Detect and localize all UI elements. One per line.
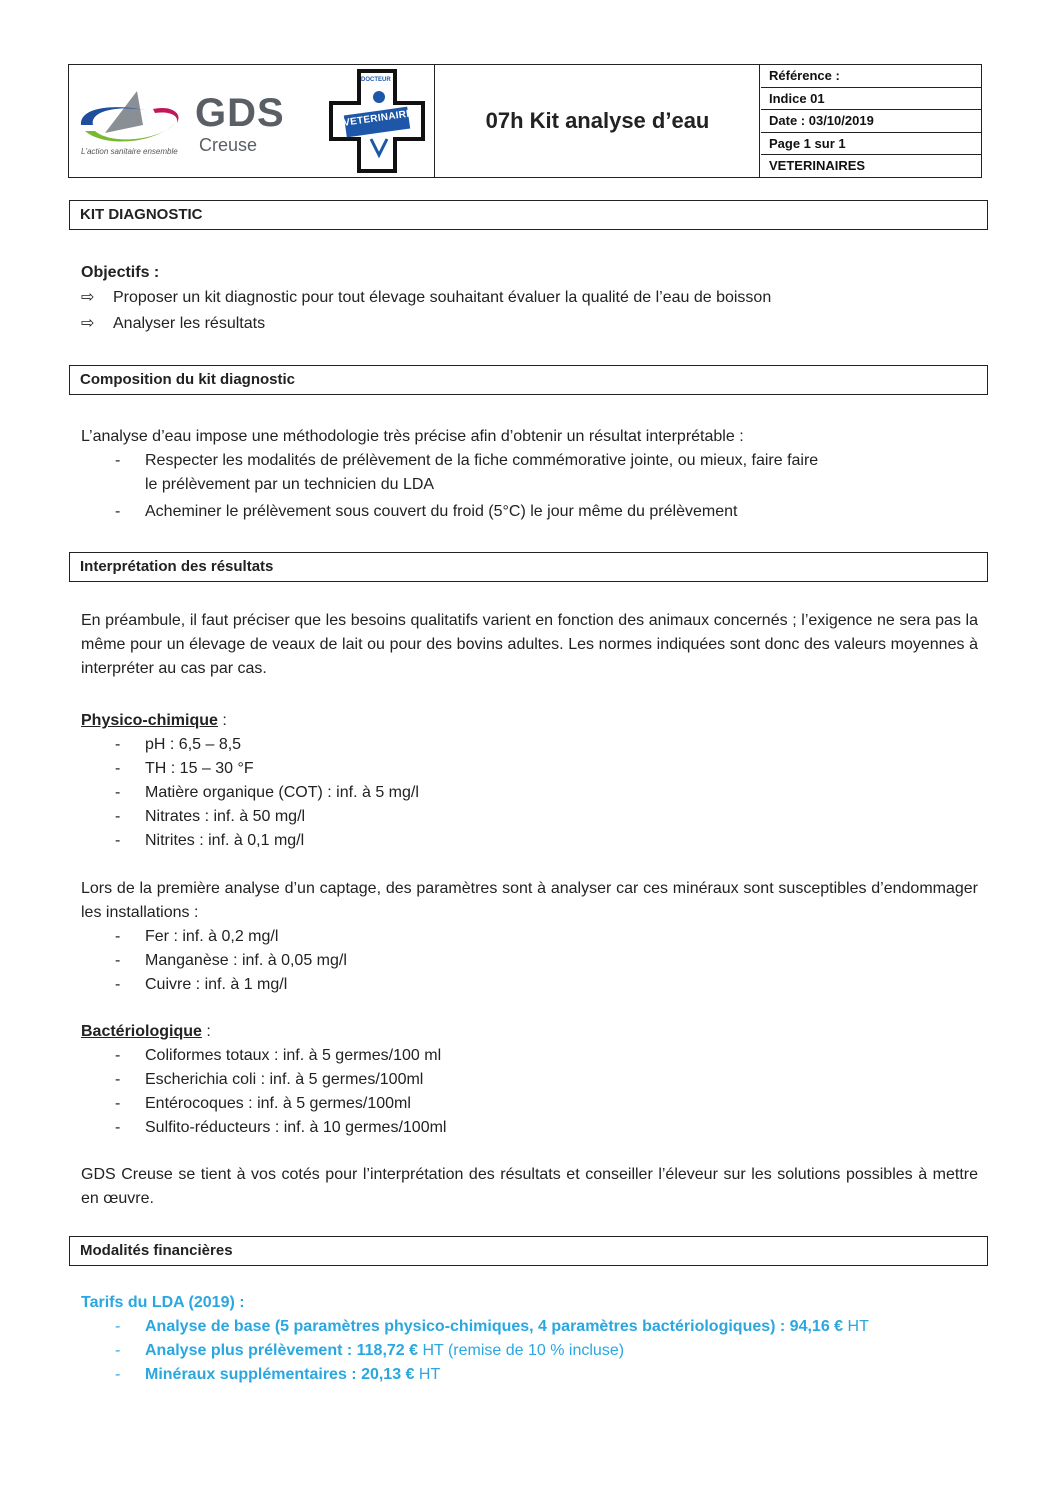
vet-logo-top: DOCTEUR bbox=[361, 77, 391, 83]
composition-item: - Respecter les modalités de prélèvement de la fiche commémorative jointe, ou mieux, faire faire bbox=[115, 452, 819, 469]
bacterio-title: Bactériologique : bbox=[81, 1023, 211, 1040]
section-modalites-financieres: Modalités financières bbox=[69, 1236, 988, 1266]
conclusion: GDS Creuse se tient à vos cotés pour l’interprétation des résultats et conseiller l’éleveur sur les solutions possibles à mettre en œuvre. bbox=[81, 1166, 978, 1207]
section-kit-diagnostic: KIT DIAGNOSTIC bbox=[69, 200, 988, 230]
meta-date: Date : 03/10/2019 bbox=[761, 110, 981, 133]
physico-item: - Nitrites : inf. à 0,1 mg/l bbox=[115, 832, 305, 849]
gds-logo-text: GDS bbox=[195, 91, 285, 135]
interpretation-preamble: En préambule, il faut préciser que les besoins qualitatifs varient en fonction des animaux concernés ; l’exigence ne sera pas la même pour un élevage de veaux de lait ou pour des bovins adultes. Les normes indiquées sont donc des valeurs moyennes à interpréter au cas par cas. bbox=[81, 612, 978, 677]
gds-logo-sub: Creuse bbox=[199, 135, 258, 155]
bacterio-item: - Escherichia coli : inf. à 5 germes/100ml bbox=[115, 1071, 424, 1088]
document-title: 07h Kit analyse d’eau bbox=[485, 108, 710, 133]
bacterio-item: - Entérocoques : inf. à 5 germes/100ml bbox=[115, 1095, 411, 1112]
meta-reference: Référence : bbox=[761, 65, 981, 88]
physico-item: - Nitrates : inf. à 50 mg/l bbox=[115, 808, 306, 825]
meta-indice: Indice 01 bbox=[761, 88, 981, 111]
meta-destinataires: VETERINAIRES bbox=[769, 158, 866, 174]
gds-swoosh-icon bbox=[75, 85, 195, 155]
objectifs-title: Objectifs : bbox=[81, 264, 160, 281]
mineraux-intro: Lors de la première analyse d’un captage, des paramètres sont à analyser car ces minéraux sont susceptibles d’endommager les installations : bbox=[81, 880, 978, 921]
objectif-item: ⇨ Proposer un kit diagnostic pour tout élevage souhaitant évaluer la qualité de l’eau de boisson bbox=[81, 285, 771, 311]
mineraux-item: - Manganèse : inf. à 0,05 mg/l bbox=[115, 952, 347, 969]
gds-logo bbox=[75, 81, 305, 165]
section-interpretation: Interprétation des résultats bbox=[69, 552, 988, 582]
tarif-item: - Analyse plus prélèvement : 118,72 € HT (remise de 10 % incluse) bbox=[115, 1342, 625, 1359]
mineraux-item: - Fer : inf. à 0,2 mg/l bbox=[115, 928, 279, 945]
arrow-right-icon: ⇨ bbox=[81, 315, 95, 332]
composition-intro: L’analyse d’eau impose une méthodologie très précise afin d’obtenir un résultat interprétable : bbox=[81, 428, 744, 445]
meta-page: Page 1 sur 1 bbox=[761, 133, 981, 156]
arrow-right-icon: ⇨ bbox=[81, 289, 95, 306]
composition-item: - Acheminer le prélèvement sous couvert du froid (5°C) le jour même du prélèvement bbox=[115, 503, 738, 520]
tarif-item: - Analyse de base (5 paramètres physico-chimiques, 4 paramètres bactériologiques) : 94,16 € HT bbox=[115, 1318, 869, 1335]
vet-logo-text: VETERINAIRE bbox=[342, 108, 414, 129]
tarifs-title: Tarifs du LDA (2019) : bbox=[81, 1294, 245, 1311]
physico-item: - Matière organique (COT) : inf. à 5 mg/l bbox=[115, 784, 419, 801]
objectif-item: ⇨ Analyser les résultats bbox=[81, 311, 265, 337]
document-header bbox=[68, 64, 982, 178]
bacterio-item: - Sulfito-réducteurs : inf. à 10 germes/100ml bbox=[115, 1119, 447, 1136]
physico-title: Physico-chimique : bbox=[81, 712, 227, 729]
gds-logo-tagline: L'action sanitaire ensemble bbox=[81, 147, 178, 156]
physico-item: - pH : 6,5 – 8,5 bbox=[115, 736, 242, 753]
physico-item: - TH : 15 – 30 °F bbox=[115, 760, 254, 777]
section-composition: Composition du kit diagnostic bbox=[69, 365, 988, 395]
tarif-item: - Minéraux supplémentaires : 20,13 € HT bbox=[115, 1366, 441, 1383]
composition-item-continued: le prélèvement par un technicien du LDA bbox=[145, 476, 435, 493]
veterinaire-logo bbox=[329, 69, 425, 173]
bacterio-item: - Coliformes totaux : inf. à 5 germes/100 ml bbox=[115, 1047, 442, 1064]
mineraux-item: - Cuivre : inf. à 1 mg/l bbox=[115, 976, 288, 993]
